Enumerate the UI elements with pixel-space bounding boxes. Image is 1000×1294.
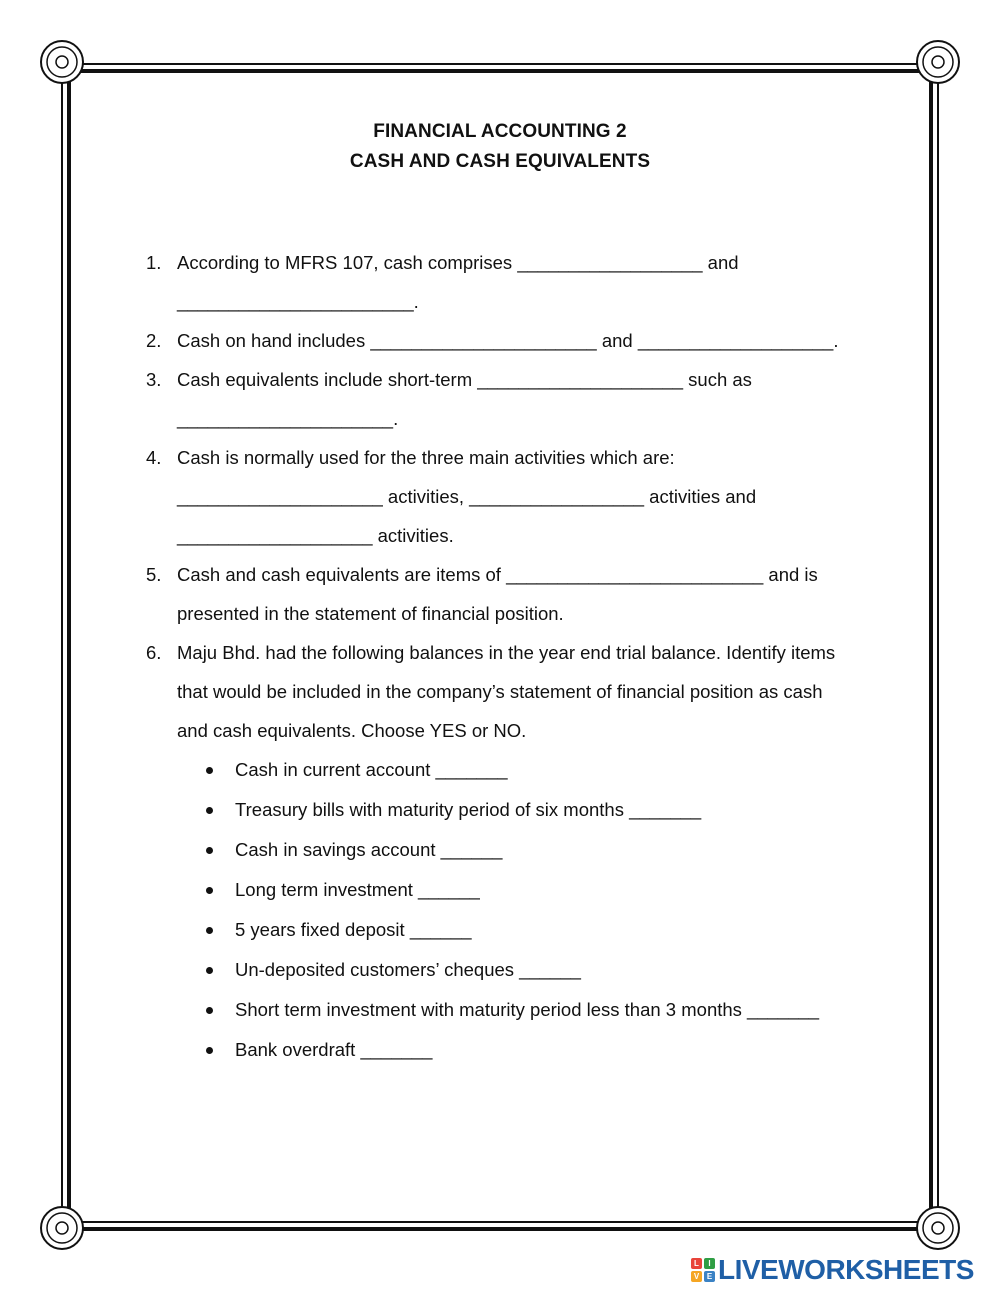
logo-block: V: [691, 1271, 702, 1282]
bullet-icon: [206, 807, 213, 814]
bullet-icon: [206, 887, 213, 894]
bullet-icon: [206, 967, 213, 974]
bullet-icon: [206, 1047, 213, 1054]
bullet-icon: [206, 1007, 213, 1014]
question-6-line-3: and cash equivalents. Choose YES or NO.: [177, 720, 527, 741]
question-2-line-1[interactable]: Cash on hand includes ______________________ and ___________________.: [177, 330, 839, 351]
question-3-line-2[interactable]: _____________________.: [177, 408, 399, 429]
question-number: 3.: [146, 369, 162, 390]
corner-ornament-tr: [917, 41, 959, 83]
item-undeposited-cheques[interactable]: Un-deposited customers’ cheques ______: [235, 959, 581, 980]
bullet-icon: [206, 767, 213, 774]
bullet-icon: [206, 847, 213, 854]
item-cash-current-account[interactable]: Cash in current account _______: [235, 759, 508, 780]
item-bank-overdraft[interactable]: Bank overdraft _______: [235, 1039, 433, 1060]
question-4-line-2[interactable]: ____________________ activities, _________________ activities and: [177, 486, 757, 507]
item-fixed-deposit[interactable]: 5 years fixed deposit ______: [235, 919, 472, 940]
logo-block: L: [691, 1258, 702, 1269]
question-5-line-1[interactable]: Cash and cash equivalents are items of _________________________ and is: [177, 564, 818, 585]
question-5-line-2: presented in the statement of financial position.: [177, 603, 564, 624]
logo-block: I: [704, 1258, 715, 1269]
corner-ornament-bl: [41, 1207, 83, 1249]
question-number: 1.: [146, 252, 162, 273]
item-short-term-investment[interactable]: Short term investment with maturity period less than 3 months _______: [235, 999, 820, 1020]
logo-block: E: [704, 1271, 715, 1282]
item-treasury-bills[interactable]: Treasury bills with maturity period of six months _______: [235, 799, 702, 820]
question-4-line-3[interactable]: ___________________ activities.: [177, 525, 454, 546]
question-1-line-1[interactable]: According to MFRS 107, cash comprises __________________ and: [177, 252, 739, 273]
question-3-line-1[interactable]: Cash equivalents include short-term ____________________ such as: [177, 369, 752, 390]
question-1-line-2[interactable]: _______________________.: [177, 291, 419, 312]
item-long-term-investment[interactable]: Long term investment ______: [235, 879, 480, 900]
question-number: 6.: [146, 642, 162, 663]
corner-ornament-tl: [41, 41, 83, 83]
corner-ornament-br: [917, 1207, 959, 1249]
question-number: 2.: [146, 330, 162, 351]
page-title: FINANCIAL ACCOUNTING 2: [373, 121, 627, 142]
question-6-line-2: that would be included in the company’s statement of financial position as cash: [177, 681, 823, 702]
question-number: 4.: [146, 447, 162, 468]
question-number: 5.: [146, 564, 162, 585]
bullet-icon: [206, 927, 213, 934]
logo-blocks-icon: [691, 1258, 715, 1282]
page-subtitle: CASH AND CASH EQUIVALENTS: [349, 151, 651, 172]
item-cash-savings-account[interactable]: Cash in savings account ______: [235, 839, 503, 860]
question-4-line-1: Cash is normally used for the three main activities which are:: [177, 447, 675, 468]
logo-text: LIVEWORKSHEETS: [718, 1254, 974, 1285]
liveworksheets-logo: [691, 1256, 974, 1284]
question-6-line-1: Maju Bhd. had the following balances in the year end trial balance. Identify items: [177, 642, 836, 663]
